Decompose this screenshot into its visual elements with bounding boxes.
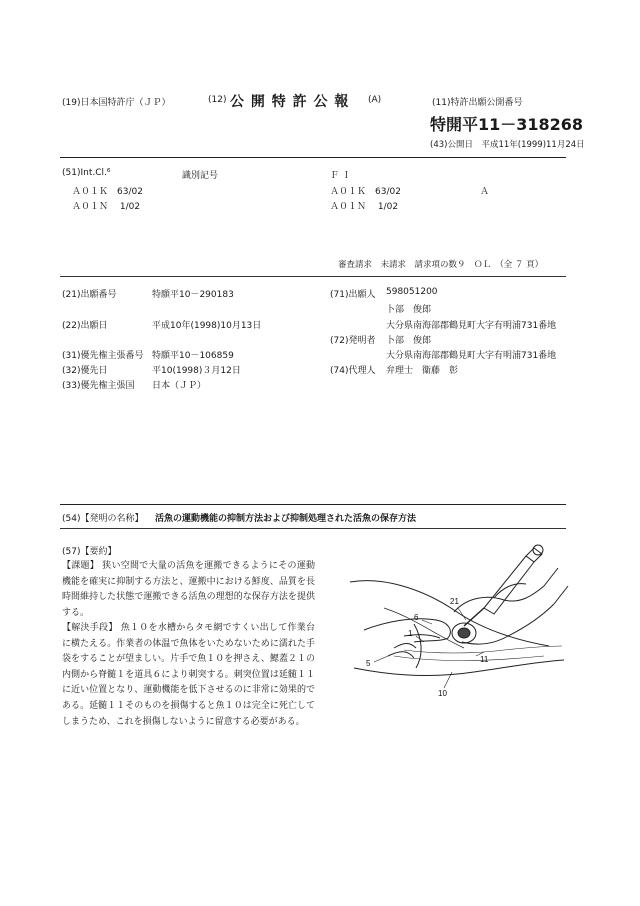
app-date: 平成10年(1998)10月13日 [152, 321, 262, 331]
agent-label: (74)代理人 [330, 366, 376, 376]
intcl-class-2: Ａ０１Ｎ 1/02 [72, 202, 141, 212]
applicant-label: (71)出願人 [330, 290, 376, 300]
priority-date-label: (32)優先日 [62, 366, 108, 376]
abstract-figure [344, 538, 570, 708]
inventor-address: 大分県南海部郡鶴見町大字有明浦731番地 [386, 351, 557, 361]
invention-title: 活魚の運動機能の抑制方法および抑制処理された活魚の保存方法 [155, 514, 417, 524]
fish-tool-drawing [344, 538, 570, 708]
applicant-id: 598051200 [386, 287, 438, 297]
id-symbol-label: 識別記号 [182, 171, 219, 181]
figure-label-21: 21 [450, 597, 459, 606]
figure-label-10: 10 [438, 689, 447, 698]
fi-suffix-1: Ａ [480, 187, 490, 197]
title-bottom-rule [60, 528, 566, 529]
pubno-label: (11)特許出願公開番号 [432, 98, 523, 108]
title-top-rule [60, 504, 566, 505]
priority-number: 特願平10－106859 [152, 351, 234, 361]
applicant-address: 大分県南海部郡鶴見町大字有明浦731番地 [386, 321, 557, 331]
gazette-kind: (A) [368, 95, 382, 105]
invention-title-label: (54)【発明の名称】 [62, 514, 144, 524]
publication-number: 特開平11－318268 [430, 115, 584, 134]
gazette-code: (12) [208, 95, 227, 105]
gazette-title: 公 開 特 許 公 報 [230, 94, 350, 110]
figure-label-5: 5 [366, 659, 371, 668]
priority-number-label: (31)優先権主張番号 [62, 351, 144, 361]
publication-date: (43)公開日 平成11年(1999)11月24日 [430, 140, 585, 150]
header-rule [60, 157, 566, 158]
abstract-heading: (57)【要約】 [62, 547, 117, 557]
inventor-name: 卜部 俊郎 [386, 336, 432, 346]
exam-rule [60, 276, 566, 277]
abstract-problem: 【課題】 狭い空間で大量の活魚を運搬できるようにその運動機能を確実に抑制する方法と、運搬中における鮮度、品質を長時間維持した状態で運搬できる活魚の理想的な保存方法を提供する。 [62, 561, 315, 618]
priority-country: 日本（ＪＰ） [152, 381, 207, 391]
agent-name: 弁理士 衞藤 彰 [386, 366, 459, 376]
abstract-solution: 【解決手段】 魚１０を水槽からタモ網ですくい出して作業台に横たえる。作業者の体温で魚体をいためないために濡れた手袋をすることが望ましい。片手で魚１０を押さえ、鰓蓋２１の内側から脊髄１を道具６により刺突する。刺突位置は延髄１１に近い位置となり、運動機能を低下させるのに非常に効果的である。延髄１１そのものを損傷すると魚１０は完全に死亡してしまうため、これを損傷しないように留意する必要がある。 [62, 623, 315, 727]
intcl-label: (51)Int.Cl.⁶ [62, 168, 111, 178]
figure-label-6: 6 [414, 613, 419, 622]
figure-label-11: 11 [480, 655, 489, 664]
exam-status: 審査請求 未請求 請求項の数９ ＯＬ （全 ７ 頁） [338, 260, 544, 270]
app-number-label: (21)出願番号 [62, 290, 117, 300]
office-name: (19)日本国特許庁（ＪＰ） [62, 98, 171, 108]
app-number: 特願平10－290183 [152, 290, 234, 300]
inventor-label: (72)発明者 [330, 336, 376, 346]
fi-label: Ｆ Ｉ [330, 171, 351, 181]
priority-country-label: (33)優先権主張国 [62, 381, 135, 391]
fi-class-2: Ａ０１Ｎ 1/02 [330, 202, 399, 212]
applicant-name: 卜部 俊郎 [386, 305, 432, 315]
fi-class-1: Ａ０１Ｋ 63/02 [330, 187, 401, 197]
intcl-class-1: Ａ０１Ｋ 63/02 [72, 187, 143, 197]
priority-date: 平10(1998)３月12日 [152, 366, 241, 376]
figure-label-1: 1 [408, 629, 413, 638]
app-date-label: (22)出願日 [62, 321, 108, 331]
